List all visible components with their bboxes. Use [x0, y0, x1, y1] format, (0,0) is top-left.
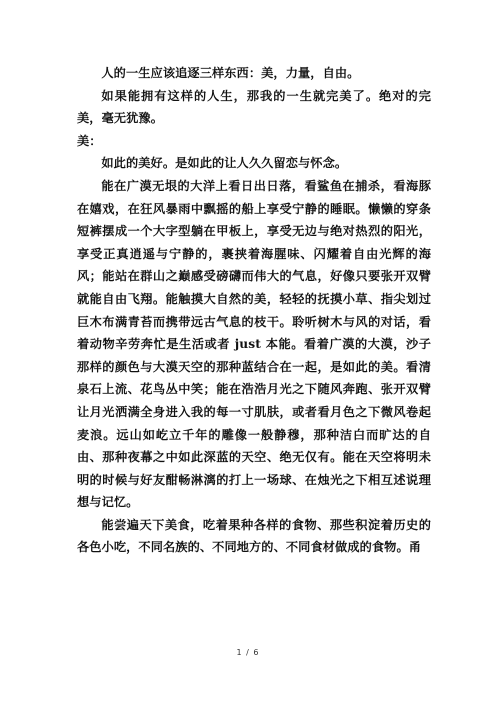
- perfect-life-paragraph: 如果能拥有这样的人生，那我的一生就完美了。绝对的完美，毫无犹豫。: [77, 88, 431, 126]
- food-paragraph: 能尝遍天下美食，吃着果种各样的食物、那些积淀着历史的各色小吃，不同名族的、不同地方的、不同食材做成的食物。甬: [77, 517, 431, 555]
- document-body: [77, 62, 431, 559]
- beauty-intro-paragraph: 如此的美好。是如此的让人久久留恋与怀念。: [101, 156, 348, 171]
- beauty-heading: 美：: [77, 133, 102, 148]
- nature-paragraph: 能在广漠无垠的大洋上看日出日落，看鲨鱼在捕杀，看海豚在嬉戏，在狂风暴雨中飘摇的船上享受宁静的睡眠。懒懒的穿条短裤摆成一个大字型躺在甲板上，享受无边与绝对热烈的阳光，享受正真逍遥与宁静的，裹挟着海腥味、闪耀着自由光辉的海风；能站在群山之巅感受磅礴而伟大的气息，好像只要张开双臂就能自由飞翔。能触摸大自然的美，轻轻的抚摸小草、指尖划过巨木布满青苔而携带远古气息的枝干。聆听树木与风的对话，看着动物辛劳奔忙是生活或者 just 本能。看着广漠的大漠，沙子那样的颜色与大漠天空的那种蓝结合在一起，是如此的美。看清泉石上流、花鸟丛中笑；能在浩浩月光之下随风奔跑、张开双臂让月光洒满全身进入我的每一寸肌肤，或者看月色之下微风卷起麦浪。远山如屹立千年的雕像一般静穆，那种洁白而旷达的自由、那种夜幕之中如此深蓝的天空、绝无仅有。能在天空将明未明的时候与好友酣畅淋漓的打上一场球、在烛光之下相互述说理想与记忆。: [77, 178, 431, 510]
- page-number: 1 / 6: [236, 648, 260, 657]
- intro-paragraph: 人的一生应该追逐三样东西：美，力量，自由。: [101, 66, 360, 80]
